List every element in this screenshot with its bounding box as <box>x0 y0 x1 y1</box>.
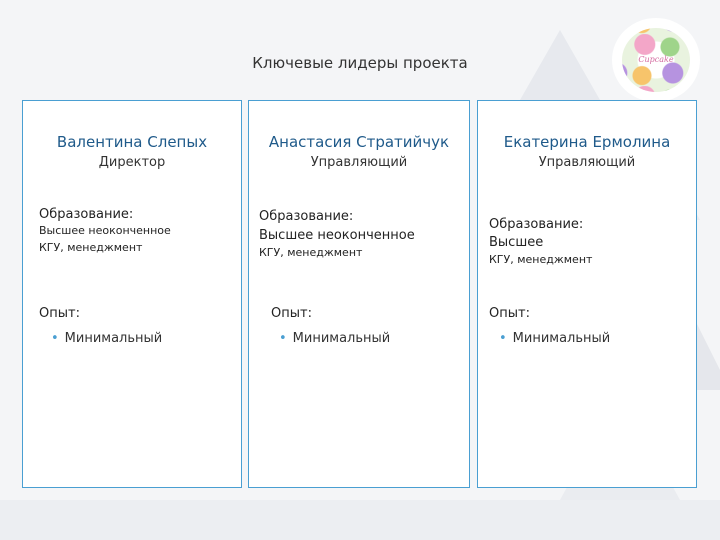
experience-label: Опыт: <box>489 306 530 321</box>
experience-item <box>279 331 390 346</box>
education-label: Образование: <box>39 207 134 222</box>
leader-card-2 <box>248 100 470 488</box>
experience-value: Минимальный <box>292 331 391 346</box>
education-label: Образование: <box>259 209 354 224</box>
experience-label: Опыт: <box>39 306 80 321</box>
leader-role: Управляющий <box>538 155 636 170</box>
education-value <box>39 222 171 256</box>
experience-item <box>51 331 162 346</box>
bottom-band <box>0 500 720 540</box>
education-university: КГУ, менеджмент <box>39 241 143 254</box>
leader-card-3 <box>477 100 697 488</box>
education-university: КГУ, менеджмент <box>259 246 363 259</box>
experience-item <box>499 331 610 346</box>
experience-value: Минимальный <box>512 331 611 346</box>
education-degree: Высшее неоконченное <box>259 228 415 243</box>
education-degree: Высшее <box>489 235 544 250</box>
education-university: КГУ, менеджмент <box>489 253 593 266</box>
leader-card-1 <box>22 100 242 488</box>
leader-name: Валентина Слепых <box>56 133 208 151</box>
bullet-icon: • <box>499 331 507 346</box>
experience-value: Минимальный <box>64 331 163 346</box>
education-degree: Высшее неоконченное <box>39 224 171 237</box>
leader-role: Директор <box>98 155 166 170</box>
bullet-icon: • <box>279 331 287 346</box>
logo-text: Cupcake <box>638 55 674 64</box>
education-value <box>489 234 592 268</box>
bullet-icon: • <box>51 331 59 346</box>
slide-title: Ключевые лидеры проекта <box>252 54 468 72</box>
education-value <box>259 227 415 261</box>
leader-role: Управляющий <box>310 155 408 170</box>
leader-name: Екатерина Ермолина <box>503 133 671 151</box>
education-label: Образование: <box>489 217 584 232</box>
leader-name: Анастасия Стратийчук <box>268 133 450 151</box>
experience-label: Опыт: <box>271 306 312 321</box>
